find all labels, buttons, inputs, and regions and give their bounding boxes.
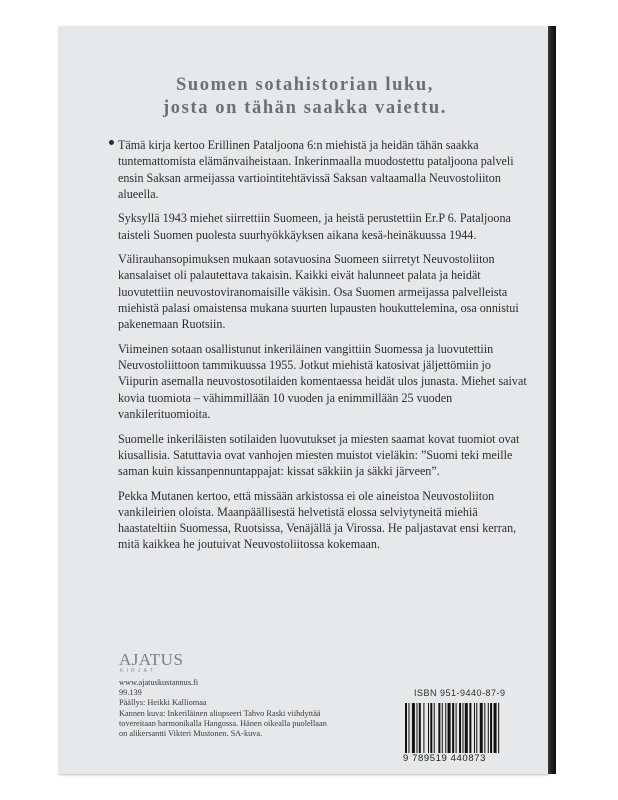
blurb-paragraph: Syksyllä 1943 miehet siirrettiin Suomeen, ja heistä perustettiin Er.P 6. Pataljoona taisteli Suomen puolesta suurhyökkäyksen aikana kesä-heinäkuussa 1944. — [118, 211, 511, 242]
cover-designer: Päällys: Heikki Kalliomaa — [119, 698, 207, 708]
blurb-text — [118, 137, 528, 561]
publisher-logo-subtitle: KIRJAT — [120, 668, 157, 674]
cover-credits — [119, 678, 379, 739]
blurb-paragraph: Viimeinen sotaan osallistunut inkeriläinen vangittiin Suomessa ja luovutettiin Neuvostoliittoon tammikuussa 1955. Jotkut miehistä katosivat jäljettömiin jo Viipurin asemalla neuvostosotilaiden komentaessa heidät ulos junasta. Miehet saivat kovia tuomiota – vähimmillään 10 vuoden ja enimmillään 25 vuoden vankilerituomioita. — [118, 341, 527, 422]
bullet-dot-icon — [109, 140, 114, 145]
publisher-logo: AJATUS — [119, 650, 184, 669]
blurb-paragraph — [118, 137, 528, 202]
isbn-label: ISBN 951-9440-87-9 — [414, 688, 506, 698]
blurb-paragraph: Suomelle inkeriläisten sotilaiden luovutukset ja miesten saamat kovat tuomiot ovat kiusallisia. Satuttavia ovat vanhojen miesten muistot vieläkin: ”Suomi teki meille saman kuin kissanpennuntappajat: kissat säkkiin ja säkki järveen”. — [118, 431, 520, 479]
classification-code: 99.139 — [119, 688, 142, 698]
headline-line-1: Suomen sotahistorian luku, — [175, 75, 434, 95]
headline-line-2: josta on tähän saakka vaiettu. — [163, 98, 447, 118]
blurb-paragraph: Pekka Mutanen kertoo, että missään arkistossa ei ole aineistoa Neuvostoliiton vankileirien oloista. Maanpäällisestä helvetistä elossa selviytyneitä miehiä haastateltiin Suomessa, Ruotsissa, Venäjällä ja Virossa. He paljastavat ensi kerran, mitä kaikkea he joutuivat Neuvostoliitossa kokemaan. — [118, 488, 517, 552]
cover-headline — [80, 74, 530, 120]
barcode-number: 9 789519 440873 — [403, 753, 486, 764]
cover-photo-caption: on alikersantti Vikteri Mustonen. SA-kuva. — [119, 729, 263, 739]
cover-photo-caption: Kannen kuva: Inkeriläinen aliupseeri Tahvo Raski viihdyttää — [119, 708, 321, 718]
blurb-paragraph-text: Tämä kirja kertoo Erillinen Pataljoona 6:n miehistä ja heidän tähän saakka tuntemattomista elämänvaiheistaan. Inkerinmaalla muodostettu pataljoona palveli ensin Saksan armeijassa vartiointitehtävissä Saksan valtaamalla Neuvostoliiton alueella. — [118, 138, 514, 201]
cover-photo-caption: tovereitaan harmonikalla Hangossa. Hänen oikealla puolellaan — [119, 718, 327, 728]
book-spine — [548, 26, 556, 774]
publisher-website: www.ajatuskustannus.fi — [119, 678, 199, 687]
barcode-icon — [403, 703, 533, 753]
blurb-paragraph: Välirauhansopimuksen mukaan sotavuosina Suomeen siirretyt Neuvostoliiton kansalaiset oli palautettava takaisin. Kaikki eivät halunneet palata ja heidät luovutettiin neuvostoviranomaisille väkisin. Osa Suomen armeijassa palvelleista miehistä palasi omaistensa mukana suurten lupausten houkuttelemina, osa onnistui pakenemaan Ruotsiin. — [118, 252, 519, 332]
